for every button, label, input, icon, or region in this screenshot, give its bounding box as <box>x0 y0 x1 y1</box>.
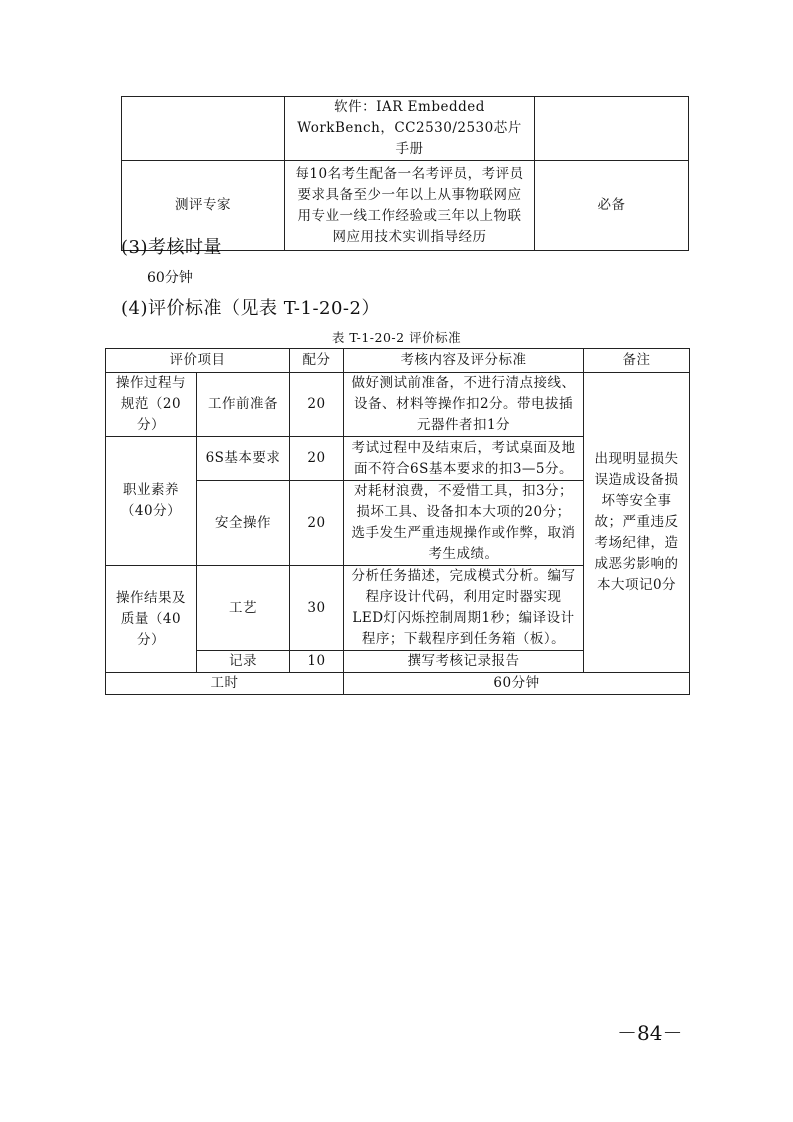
evaluation-table <box>105 348 690 695</box>
column-header: 考核内容及评分标准 <box>344 349 584 373</box>
item-cell: 工作前准备 <box>197 373 290 437</box>
table-cell: 必备 <box>535 161 689 251</box>
item-cell: 工艺 <box>197 566 290 651</box>
equipment-table <box>121 96 689 251</box>
table-footer-row <box>106 673 690 695</box>
table-cell: 软件：IAR Embedded WorkBench，CC2530/2530芯片手册 <box>285 97 535 161</box>
criteria-cell: 考试过程中及结束后，考试桌面及地面不符合6S基本要求的扣3—5分。 <box>344 437 584 481</box>
table-cell: 测评专家 <box>122 161 285 251</box>
criteria-cell: 撰写考核记录报告 <box>344 651 584 673</box>
table-cell <box>535 97 689 161</box>
score-cell: 20 <box>290 437 344 481</box>
criteria-cell: 对耗材浪费，不爱惜工具，扣3分；损坏工具、设备扣本大项的20分；选手发生严重违规操作或作弊，取消考生成绩。 <box>344 481 584 566</box>
table-cell <box>122 97 285 161</box>
item-cell: 记录 <box>197 651 290 673</box>
table-cell: 每10名考生配备一名考评员，考评员要求具备至少一年以上从事物联网应用专业一线工作经验或三年以上物联网应用技术实训指导经历 <box>285 161 535 251</box>
table-header-row <box>106 349 690 373</box>
section-heading: (3)考核时量 <box>121 237 222 258</box>
group-cell: 操作过程与规范（20分） <box>106 373 197 437</box>
score-cell: 30 <box>290 566 344 651</box>
column-header: 配分 <box>290 349 344 373</box>
section-heading: (4)评价标准（见表 T-1-20-2） <box>121 298 380 319</box>
criteria-cell: 分析任务描述，完成模式分析。编写程序设计代码，利用定时器实现LED灯闪烁控制周期1秒；编译设计程序；下载程序到任务箱（板）。 <box>344 566 584 651</box>
item-cell: 6S基本要求 <box>197 437 290 481</box>
column-header: 备注 <box>584 349 690 373</box>
footer-value: 60分钟 <box>344 673 690 695</box>
score-cell: 20 <box>290 373 344 437</box>
page-number: －84－ <box>617 1021 683 1045</box>
footer-label: 工时 <box>106 673 344 695</box>
score-cell: 10 <box>290 651 344 673</box>
criteria-cell: 做好测试前准备，不进行清点接线、设备、材料等操作扣2分。带电拔插元器件者扣1分 <box>344 373 584 437</box>
remark-cell: 出现明显损失误造成设备损坏等安全事故；严重违反考场纪律，造成恶劣影响的本大项记0分 <box>584 373 690 673</box>
table-row <box>106 373 690 437</box>
paragraph: 60分钟 <box>147 270 193 286</box>
group-cell: 职业素养（40分） <box>106 437 197 566</box>
column-header: 评价项目 <box>106 349 290 373</box>
group-cell: 操作结果及质量（40分） <box>106 566 197 673</box>
score-cell: 20 <box>290 481 344 566</box>
table-caption: 表 T-1-20-2 评价标准 <box>331 330 462 345</box>
item-cell: 安全操作 <box>197 481 290 566</box>
table-row <box>122 97 689 161</box>
